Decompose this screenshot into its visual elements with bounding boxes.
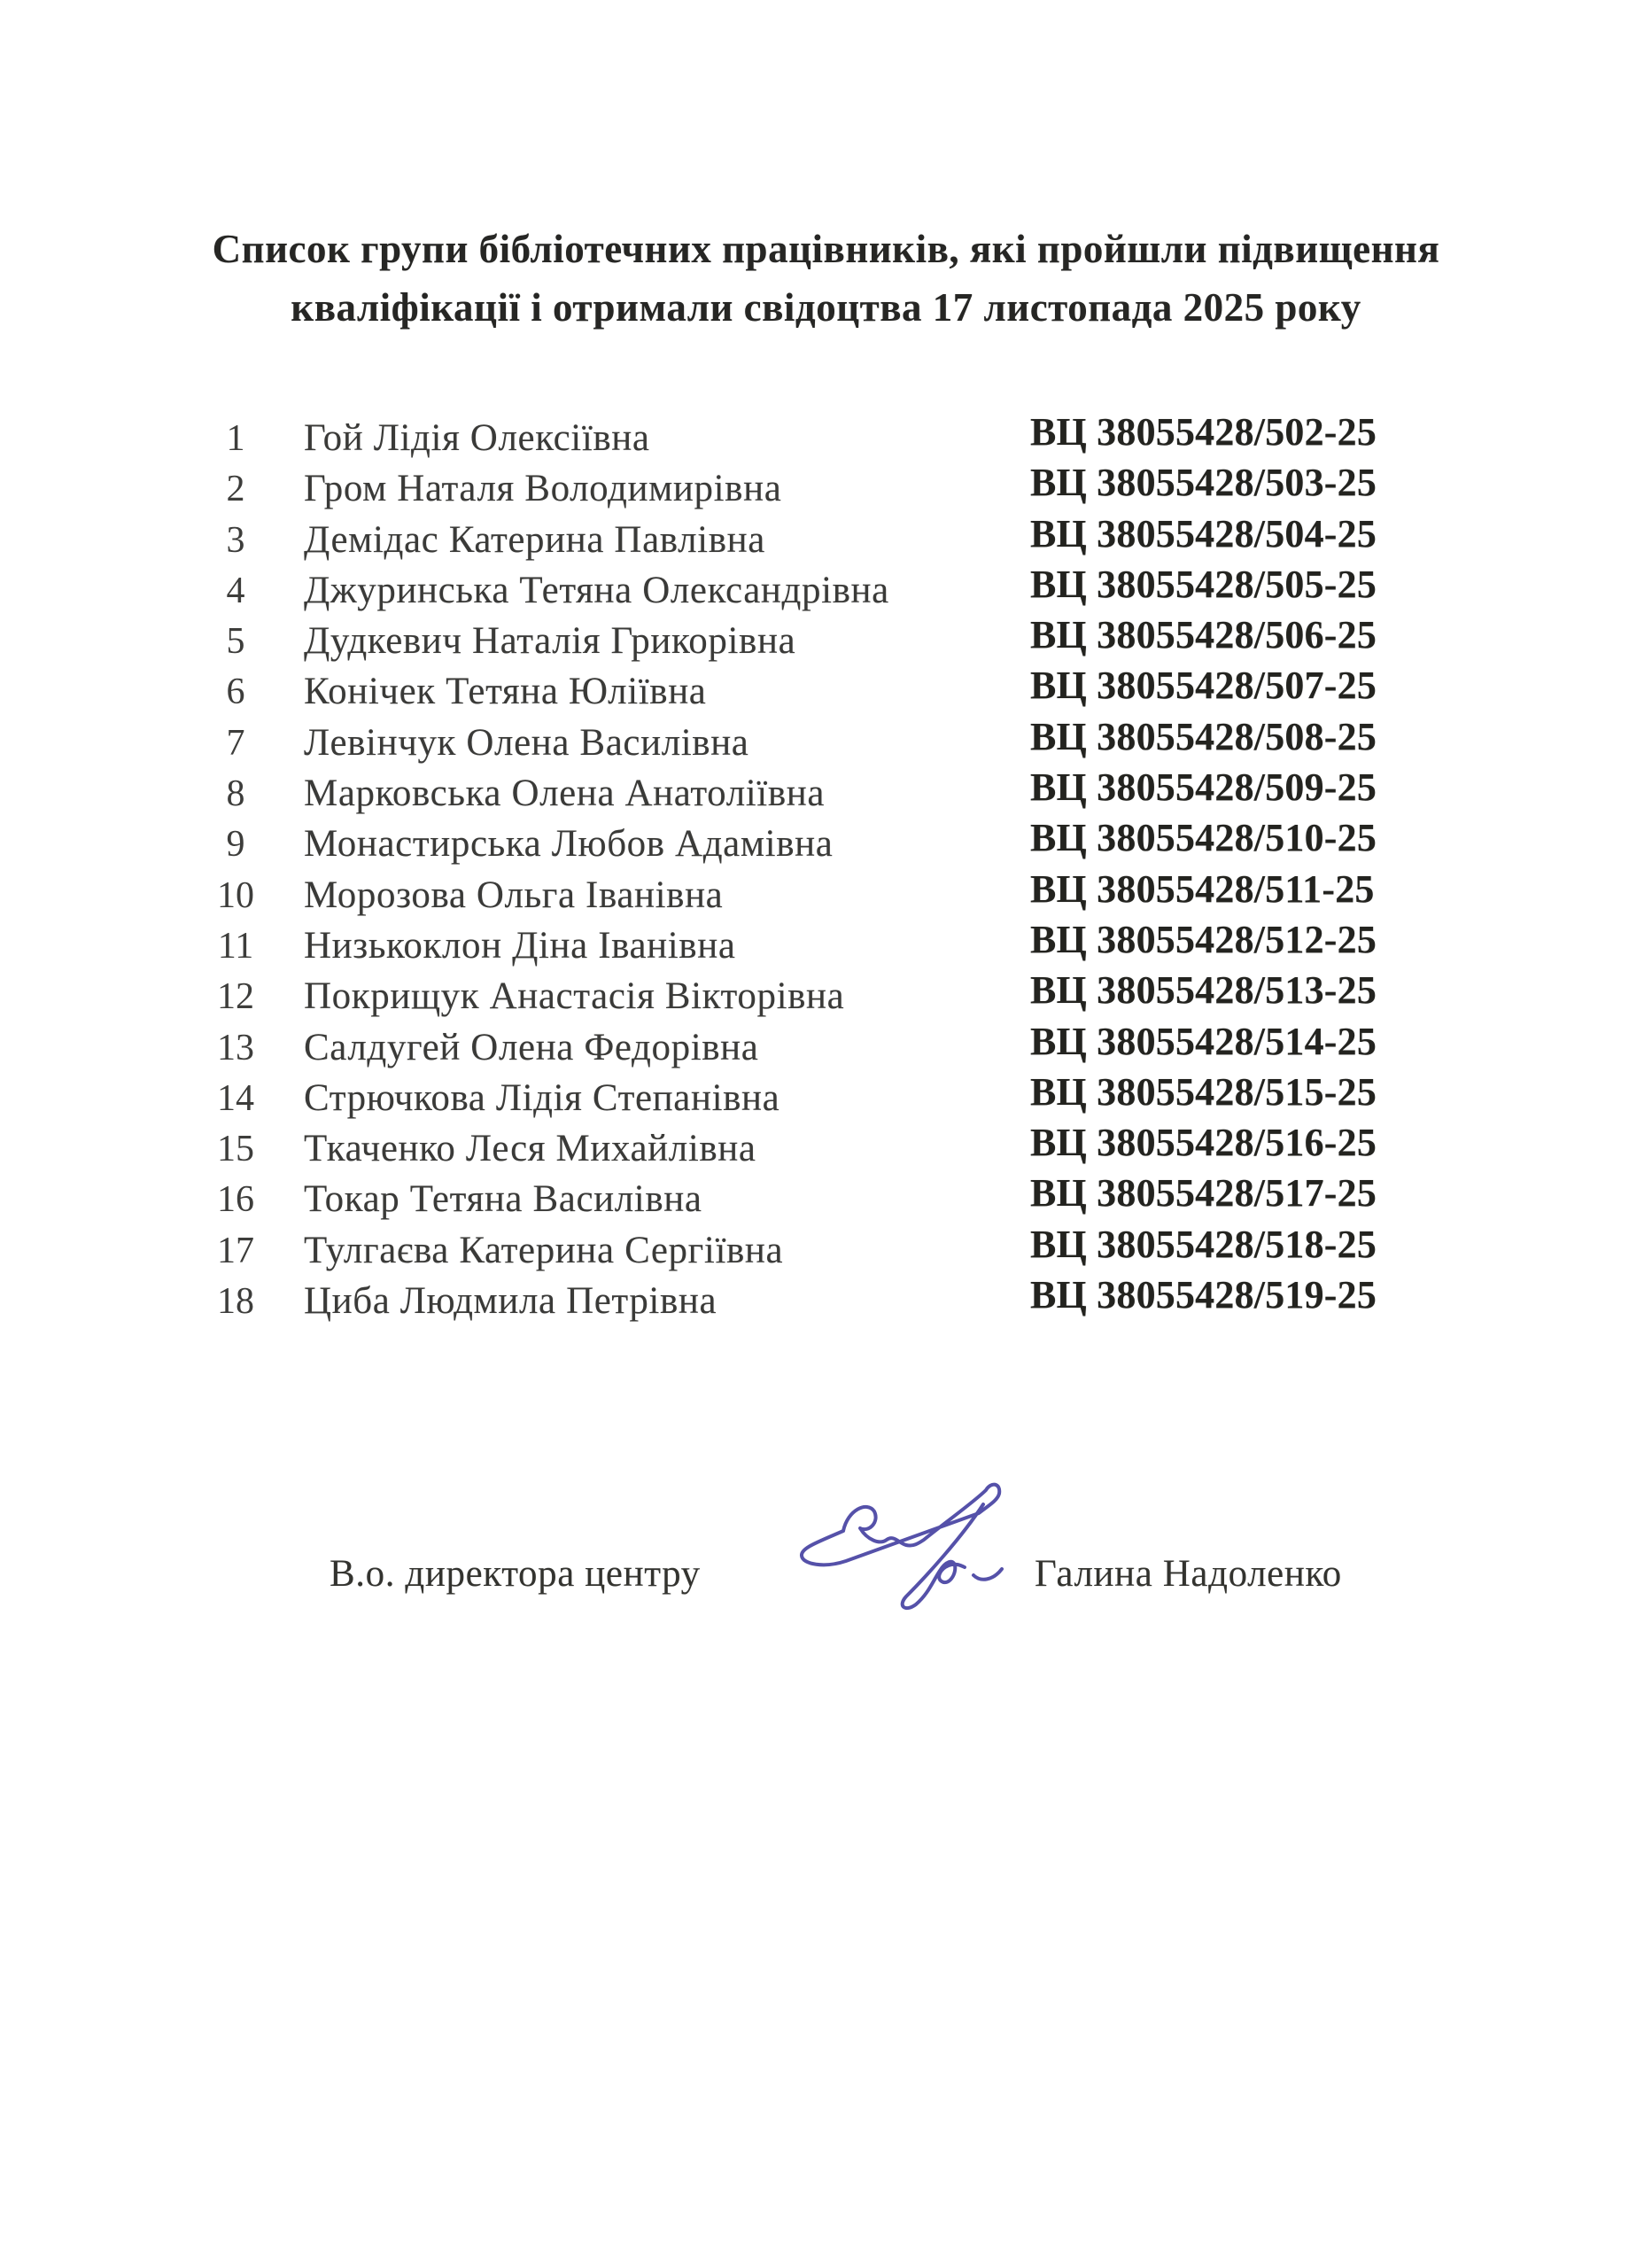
entry-certificate-number: ВЦ 38055428/508-25 — [1030, 714, 1377, 758]
signoff-role: В.о. директора центру — [330, 1553, 701, 1595]
list-item — [0, 1222, 1652, 1276]
list-item — [0, 463, 1652, 514]
list-item — [0, 765, 1652, 819]
document-title-line2: кваліфікації і отримали свідоцтва 17 листопада 2025 року — [291, 285, 1361, 330]
entry-number: 16 — [217, 1179, 254, 1221]
entry-number: 15 — [217, 1129, 254, 1170]
entry-certificate-number: ВЦ 38055428/512-25 — [1030, 917, 1377, 961]
list-item — [0, 866, 1652, 920]
entry-certificate-number: ВЦ 38055428/505-25 — [1030, 562, 1377, 606]
entry-name: Салдугей Олена Федорівна — [304, 1026, 759, 1068]
entry-name: Токар Тетяна Василівна — [304, 1178, 702, 1221]
list-item — [0, 666, 1652, 717]
list-item — [0, 410, 1652, 463]
entry-number: 5 — [226, 621, 245, 663]
list-item — [0, 613, 1652, 666]
entry-name: Конічек Тетяна Юліївна — [304, 671, 707, 713]
entry-name: Марковська Олена Анатоліївна — [304, 773, 826, 815]
list-item — [0, 562, 1652, 616]
entry-certificate-number: ВЦ 38055428/510-25 — [1030, 816, 1377, 860]
entry-certificate-number: ВЦ 38055428/502-25 — [1030, 410, 1377, 454]
entry-number: 10 — [217, 874, 254, 916]
entry-certificate-number: ВЦ 38055428/517-25 — [1030, 1171, 1377, 1216]
list-item — [0, 1273, 1652, 1326]
entry-name: Циба Людмила Петрівна — [304, 1280, 717, 1323]
list-item — [0, 511, 1652, 565]
document-title — [0, 220, 1652, 337]
handwritten-signature-icon — [793, 1460, 1067, 1628]
entry-certificate-number: ВЦ 38055428/511-25 — [1030, 866, 1375, 911]
entry-number: 3 — [226, 519, 245, 561]
entry-number: 4 — [226, 570, 245, 611]
list-item — [0, 714, 1652, 768]
entry-number: 9 — [226, 824, 245, 866]
entry-number: 2 — [226, 469, 245, 510]
entry-number: 8 — [226, 773, 245, 815]
entry-name: Гой Лідія Олексіївна — [304, 417, 650, 459]
entry-certificate-number: ВЦ 38055428/514-25 — [1030, 1019, 1377, 1063]
entry-number: 7 — [226, 722, 245, 764]
entry-certificate-number: ВЦ 38055428/504-25 — [1030, 511, 1377, 555]
list-item — [0, 1019, 1652, 1073]
entry-number: 14 — [217, 1077, 254, 1119]
entry-certificate-number: ВЦ 38055428/503-25 — [1030, 461, 1377, 505]
list-item — [0, 1171, 1652, 1224]
list-item — [0, 816, 1652, 869]
entry-name: Морозова Ольга Іванівна — [304, 874, 724, 916]
entry-name: Стрючкова Лідія Степанівна — [304, 1076, 780, 1119]
entry-name: Ткаченко Леся Михайлівна — [304, 1128, 756, 1170]
entry-name: Дудкевич Наталія Грикорівна — [304, 620, 796, 663]
entry-name: Демідас Катерина Павлівна — [304, 518, 765, 561]
entry-certificate-number: ВЦ 38055428/507-25 — [1030, 664, 1377, 708]
entry-name: Монастирська Любов Адамівна — [304, 823, 834, 866]
entry-certificate-number: ВЦ 38055428/518-25 — [1030, 1222, 1377, 1266]
list-item — [0, 1069, 1652, 1123]
entry-certificate-number: ВЦ 38055428/506-25 — [1030, 613, 1377, 657]
entry-name: Тулгаєва Катерина Сергіївна — [304, 1229, 784, 1271]
list-item — [0, 1123, 1652, 1174]
entry-certificate-number: ВЦ 38055428/509-25 — [1030, 765, 1377, 810]
entry-number: 1 — [226, 418, 245, 459]
entry-name: Левінчук Олена Василівна — [304, 721, 749, 764]
entry-number: 12 — [217, 976, 254, 1018]
document-title-line1: Список групи бібліотечних працівників, які пройшли підвищення — [212, 227, 1440, 271]
entry-name: Гром Наталя Володимирівна — [304, 468, 782, 510]
signoff-name: Галина Надоленко — [1035, 1553, 1342, 1595]
entry-name: Покрищук Анастасія Вікторівна — [304, 975, 845, 1018]
list-item — [0, 917, 1652, 971]
entry-number: 11 — [217, 925, 254, 967]
entry-certificate-number: ВЦ 38055428/515-25 — [1030, 1069, 1377, 1114]
entry-number: 18 — [217, 1281, 254, 1323]
entry-certificate-number: ВЦ 38055428/513-25 — [1030, 968, 1377, 1013]
entry-number: 6 — [226, 672, 245, 713]
entry-number: 17 — [217, 1230, 254, 1271]
entry-certificate-number: ВЦ 38055428/519-25 — [1030, 1273, 1377, 1317]
entry-number: 13 — [217, 1027, 254, 1068]
entry-certificate-number: ВЦ 38055428/516-25 — [1030, 1121, 1377, 1165]
certificate-list — [0, 410, 1652, 1326]
entry-name: Джуринська Тетяна Олександрівна — [304, 569, 889, 611]
entry-name: Низькоклон Діна Іванівна — [304, 924, 736, 967]
list-item — [0, 968, 1652, 1021]
